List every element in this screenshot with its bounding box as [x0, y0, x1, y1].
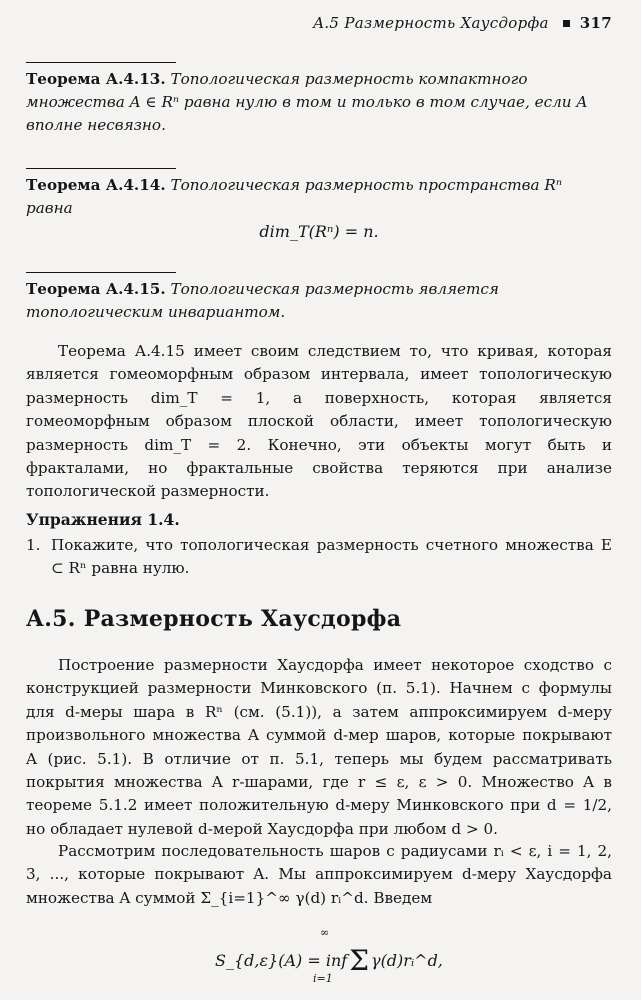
theorem-title: Теорема А.4.15 — [26, 280, 161, 298]
exercise-text: Покажите, что топологическая размерность счетного множества E ⊂ Rⁿ равна нулю. — [51, 536, 612, 578]
paragraph-consequence — [26, 340, 612, 504]
header-section: A.5 Размерность Хаусдорфа — [313, 14, 549, 32]
formula-rhs: γ(d)rᵢ^d, — [371, 951, 443, 970]
theorem-a4-13: Теорема А.4.13. Топологическая размерность компактного множества A ∈ Rⁿ равна нулю в том и только в том случае, если A вполне несвязно. — [26, 70, 588, 134]
theorem-divider — [26, 272, 176, 273]
theorem-a4-14: Теорема А.4.14. Топологическая размерность пространства Rⁿ равна — [26, 176, 562, 217]
sum-upper-limit: ∞ — [320, 926, 330, 939]
theorem-text: Топологическая размерность пространства Rⁿ равна — [26, 176, 562, 217]
paragraph-text: Теорема А.4.15 имеет своим следствием то, что кривая, которая является гомеоморфным образом интервала, имеет топологическую размерность dim_T = 1, а поверхность, которая является гомеоморфным образом плоской области, имеет топологическую размерность dim_T = 2. Конечно, эти объекты могут быть и фракталами, но фрактальные свойства теряются при анализе топологической размерности. — [26, 342, 612, 501]
sum-sign: Σ — [349, 944, 369, 977]
theorem-title: Теорема А.4.14 — [26, 176, 161, 194]
theorem-text: Топологическая размерность является топологическим инвариантом. — [26, 280, 499, 321]
formula-lhs: S_{d,ε}(A) = inf — [215, 951, 348, 970]
sum-lower-limit: i=1 — [313, 972, 333, 985]
paragraph-construction — [26, 654, 612, 841]
paragraph-text: Построение размерности Хаусдорфа имеет некоторое сходство с конструкцией размерности Минковского (п. 5.1). Начнем с формулы для d-меры шара в Rⁿ (см. (5.1)), а затем аппроксимируем d-меру произвольного множества A суммой d-мер шаров, которые покрывают A (рис. 5.1). В отличие от п. 5.1, теперь мы будем рассматривать покрытия множества A r-шарами, где r ≤ ε, ε > 0. Множество A в теореме 5.1.2 имеет положительную d-меру Минковского при d = 1/2, но обладает нулевой d-мерой Хаусдорфа при любом d > 0. — [26, 656, 612, 838]
paragraph-sequence — [26, 840, 612, 910]
theorem-a4-15: Теорема А.4.15. Топологическая размерность является топологическим инвариантом. — [26, 280, 499, 321]
header-separator-square-icon — [563, 20, 570, 27]
exercise-item — [26, 534, 612, 581]
formula-hausdorff-sum — [215, 926, 443, 985]
header-page-number: 317 — [579, 14, 612, 32]
theorem-divider — [26, 62, 176, 63]
exercises-heading: Упражнения 1.4. — [26, 510, 180, 529]
theorem-divider — [26, 168, 176, 169]
exercise-number: 1. — [26, 536, 41, 554]
running-header — [26, 14, 612, 32]
section-title: А.5. Размерность Хаусдорфа — [26, 606, 402, 632]
formula-dimension-rn: dim_T(Rⁿ) = n. — [259, 222, 379, 241]
theorem-title: Теорема А.4.13 — [26, 70, 161, 88]
theorem-text: Топологическая размерность компактного множества A ∈ Rⁿ равна нулю в том и только в том случае, если A вполне несвязно. — [26, 70, 588, 134]
paragraph-text: Рассмотрим последовательность шаров с радиусами rᵢ < ε, i = 1, 2, 3, ..., которые покрывают A. Мы аппроксимируем d-меру Хаусдорфа множества A суммой Σ_{i=1}^∞ γ(d) rᵢ^d. Введем — [26, 842, 612, 907]
